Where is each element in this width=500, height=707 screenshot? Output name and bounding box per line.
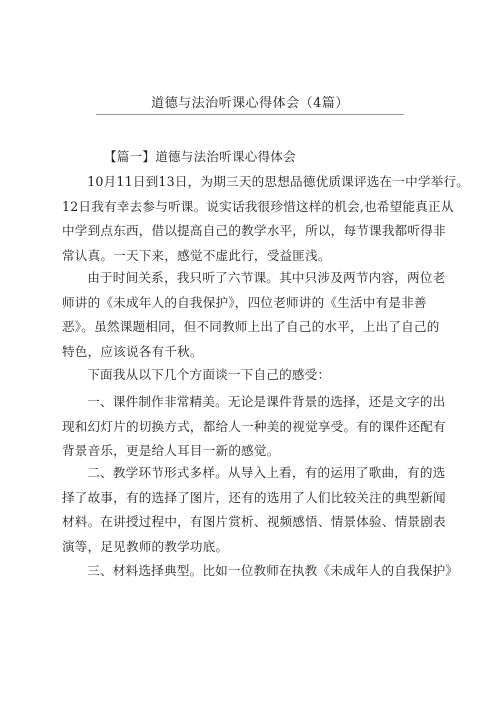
paragraph-line: 由于时间关系，我只听了六节课。其中只涉及两节内容，两位老 bbox=[87, 270, 446, 285]
paragraph-line: 材料。在讲授过程中，有图片赏析、视频感悟、情景体验、情景剧表 bbox=[62, 514, 446, 530]
paragraph-line: 背景音乐，更是给人耳目一新的感觉。 bbox=[62, 443, 280, 459]
paragraph-line: 恶》。虽然课题相同，但不同教师上出了自己的水平，上出了自己的 bbox=[62, 319, 440, 335]
paragraph-line: 12日我有幸去参与听课。说实话我很珍惜这样的机会,也希望能真正从 bbox=[62, 198, 454, 214]
paragraph-line: 下面我从以下几个方面谈一下自己的感受： bbox=[87, 367, 331, 382]
paragraph-3 bbox=[62, 363, 450, 388]
paragraph-5 bbox=[62, 461, 450, 559]
paragraph-line: 二、教学环节形式多样。从导入上看，有的运用了歌曲，有的选 bbox=[87, 465, 446, 480]
paragraph-line: 演等，足见教师的教学功底。 bbox=[62, 538, 229, 554]
section-heading: 【篇一】道德与法治听课心得体会 bbox=[104, 149, 297, 164]
paragraph-line: 择了故事，有的选择了图片，还有的选用了人们比较关注的典型新闻 bbox=[62, 489, 446, 505]
document-title: 道德与法治听课心得体会（4篇） bbox=[151, 96, 349, 111]
paragraph-line: 师讲的《未成年人的自我保护》，四位老师讲的《生活中有是非善 bbox=[62, 294, 427, 310]
paragraph-6 bbox=[62, 559, 459, 584]
paragraph-4 bbox=[62, 390, 450, 464]
paragraph-line: 一、课件制作非常精美。无论是课件背景的选择，还是文字的出 bbox=[87, 394, 446, 409]
paragraph-2 bbox=[62, 266, 450, 364]
paragraph-line: 10月11日到13日，为期三天的思想品德优质课评选在一中学举行。 bbox=[87, 174, 470, 189]
paragraph-line: 三、材料选择典型。比如一位教师在执教《未成年人的自我保护》 bbox=[87, 563, 459, 578]
paragraph-line: 特色，应该说各有千秋。 bbox=[62, 343, 203, 359]
title-underline bbox=[96, 114, 404, 115]
paragraph-1 bbox=[62, 170, 470, 268]
paragraph-line: 中学到点东西，借以提高自己的教学水平，所以，每节课我都听得非 bbox=[62, 223, 446, 239]
paragraph-line: 现和幻灯片的切换方式，都给人一种美的视觉享受。有的课件还配有 bbox=[62, 418, 446, 434]
paragraph-line: 常认真。一天下来，感觉不虚此行，受益匪浅。 bbox=[62, 247, 331, 263]
